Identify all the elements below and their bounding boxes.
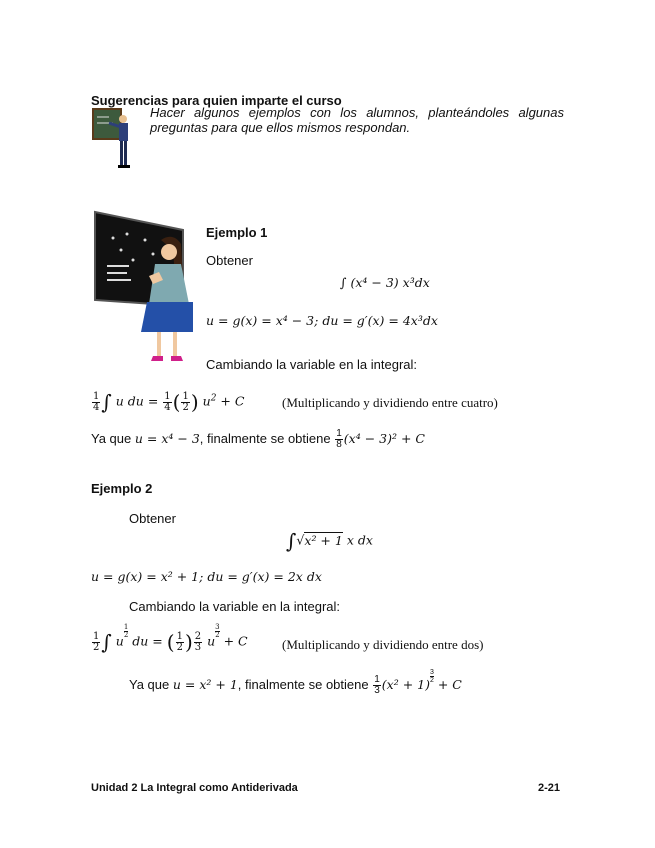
header-text: Hacer algunos ejemplos con los alumnos, planteándoles algunas preguntas para que ellos mismos respondan.	[150, 105, 564, 135]
example2-obtain: Obtener	[129, 511, 176, 526]
example2-integral-work: $\frac{1}{2}$ ∫ u $\frac{1}{2}$ du = ( $\frac{1}{2}$ ) $\frac{2}{3}$ u $\frac{3}{2}$ + C	[93, 623, 248, 654]
example2-change-text: Cambiando la variable en la integral:	[129, 599, 341, 614]
example2-integral: ∫√x² + 1 x dx	[286, 529, 373, 553]
example1-result: Ya que u = x⁴ − 3, finalmente se obtiene $\frac{1}{8}$ (x⁴ − 3)² + C	[91, 428, 425, 450]
example1-title: Ejemplo 1	[206, 225, 268, 240]
page-number: 2-21	[538, 782, 561, 794]
example1-note: (Multiplicando y dividiendo entre cuatro)	[282, 395, 498, 410]
example1-integral: ∫ (x⁴ − 3) x³dx	[340, 275, 430, 290]
example2-result: Ya que u = x² + 1, finalmente se obtiene $\frac{1}{3}$ (x² + 1) $\frac{3}{2}$ + C	[129, 669, 462, 696]
teacher-chalkboard-illustration	[93, 210, 193, 370]
example1-change-text: Cambiando la variable en la integral:	[206, 357, 418, 372]
example2-substitution: u = g(x) = x² + 1; du = g′(x) = 2x dx	[91, 569, 322, 584]
footer-unit: Unidad 2 La Integral como Antiderivada	[91, 782, 298, 794]
teacher-small-illustration	[91, 107, 139, 173]
example1-integral-work: $\frac{1}{4}$ ∫ u du = $\frac{1}{4}$ ( $\frac{1}{2}$ ) $u^2 + C$	[93, 390, 245, 414]
example1-obtain: Obtener	[206, 253, 253, 268]
example2-title: Ejemplo 2	[91, 481, 153, 496]
section-title: Sugerencias para quien imparte el curso	[91, 93, 342, 108]
example2-note: (Multiplicando y dividiendo entre dos)	[282, 637, 484, 652]
example1-substitution: u = g(x) = x⁴ − 3; du = g′(x) = 4x³dx	[206, 313, 438, 328]
